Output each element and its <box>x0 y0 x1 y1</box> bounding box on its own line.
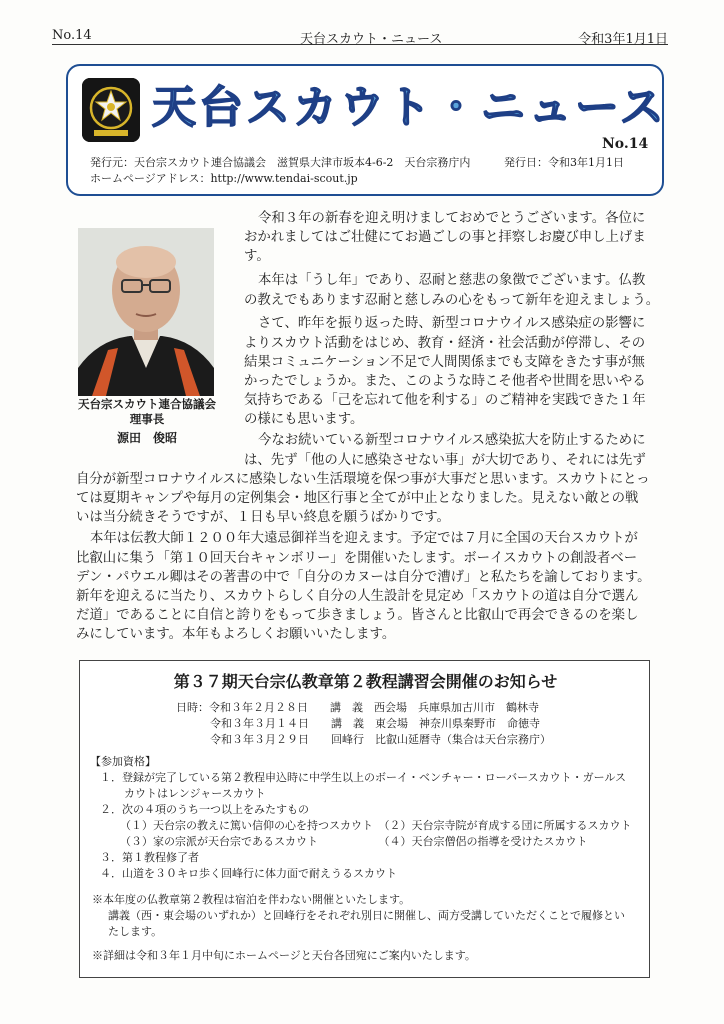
qualification-item: ２．次の４項のうち一つ以上をみたすもの <box>100 803 309 816</box>
article-line: 本年は「うし年」であり、忍耐と慈悲の象徴でございます。仏教 <box>258 273 646 288</box>
note-line: 講義（西・東会場のいずれか）と回峰行をそれぞれ別日に開催し、両方受講していただくことで履修とい <box>108 909 625 922</box>
homepage-address: ホームページアドレス：http://www.tendai-scout.jp <box>90 172 358 185</box>
article-line: 令和３年の新春を迎え明けましておめでとうございます。各位に <box>258 211 646 226</box>
notice-title: 第３７期天台宗仏教章第２教程講習会開催のお知らせ <box>173 672 558 691</box>
article-line: 比叡山に集う「第１０回天台キャンボリー」を開催いたします。ボーイスカウトの創設者ベー <box>76 551 638 566</box>
article-line: 結果コミュニケーション不足で人間関係までも支障をきたす事が無 <box>244 355 645 370</box>
article-line: さて、昨年を振り返った時、新型コロナウイルス感染症の影響に <box>258 316 646 331</box>
caption-role: 理事長 <box>129 412 165 426</box>
article-line: デン・パウエル卿はその著書の中で「自分のカヌーは自分で漕げ」と私たちを諭しております。 <box>76 570 651 585</box>
chairman-photo <box>78 228 214 396</box>
article-line: 気持ちである「己を忘れて他を利する」のご精神を実践できた１年 <box>244 393 646 408</box>
article-line: す。 <box>244 249 270 264</box>
qualification-heading: 【参加資格】 <box>90 755 156 768</box>
article-line: ては夏期キャンプや毎月の定例集会・地区行事と全てが中止となりました。見えない敵との戦 <box>76 491 639 506</box>
notice-box <box>79 660 650 978</box>
article-line: いは当分続きそうですが、１日も早い終息を願うばかりです。 <box>76 510 450 525</box>
masthead <box>66 64 667 196</box>
running-date: 令和3年1月1日 <box>578 32 668 47</box>
qualification-item: カウトはレンジャースカウト <box>124 787 266 800</box>
qualification-item: １．登録が完了している第２教程申込時に中学生以上のボーイ・ベンチャー・ローバースカウト・ガールス <box>100 771 627 784</box>
publication-date: 発行日：令和3年1月1日 <box>504 156 624 169</box>
note-line: ※本年度の仏教章第２教程は宿泊を伴わない開催といたします。 <box>92 893 411 906</box>
article-line: の教えでもあります忍耐と慈しみの心をもって新年を迎えましょう。 <box>244 293 660 308</box>
qualification-item: ３．第１教程修了者 <box>100 851 199 864</box>
note-line: ※詳細は令和３年１月中旬にホームページと天台各団宛にご案内いたします。 <box>92 949 476 962</box>
article-line: かったでしょうか。また、このような時こそ他者や世間を思いやる <box>244 374 646 389</box>
publisher-info: 発行元：天台宗スカウト連合協議会 滋賀県大津市坂本4-6-2 天台宗務庁内 <box>90 156 471 169</box>
header-rule <box>52 44 668 45</box>
article-line: みにしています。本年もよろしくお願いいたします。 <box>76 627 396 642</box>
schedule-line: 令和３年３月１４日 講 義 東会場 神奈川県秦野市 命徳寺 <box>210 717 540 730</box>
caption-organization: 天台宗スカウト連合協議会 <box>78 397 216 411</box>
article-line: 自分が新型コロナウイルスに感染しない生活環境を保つ事が大事だと思います。スカウトにとっ <box>76 472 650 487</box>
running-issue-no: No.14 <box>52 28 92 43</box>
qualification-item: ４．山道を３０キロ歩く回峰行に体力面で耐えうるスカウト <box>100 867 397 880</box>
masthead-issue-no: No.14 <box>602 136 649 152</box>
article-line: の様にも思います。 <box>244 412 364 427</box>
schedule-line: 日時：令和３年２月２８日 講 義 西会場 兵庫県加古川市 鶴林寺 <box>176 701 539 714</box>
qualification-item: （１）天台宗の教えに篤い信仰の心を持つスカウト （２）天台宗寺院が育成する団に所属するスカウト <box>120 819 632 832</box>
note-line: たします。 <box>108 925 163 938</box>
scout-emblem-icon <box>82 78 140 142</box>
article-line: 新年を迎えるに当たり、スカウトらしく自分の人生設計を見定め「スカウトの道は自分で選ん <box>76 589 639 604</box>
qualification-item: （３）家の宗派が天台宗であるスカウト （４）天台宗僧侶の指導を受けたスカウト <box>120 835 588 848</box>
article-line: だ道」であることに自信と誇りをもって歩きましょう。皆さんと比叡山で再会できるのを楽し <box>76 608 639 623</box>
article-line: 今なお続いている新型コロナウイルス感染拡大を防止するために <box>258 433 646 448</box>
article-line: は、先ず「他の人に感染させない事」が大切であり、それには先ず <box>244 453 646 468</box>
caption-name: 源田 俊昭 <box>116 431 177 445</box>
running-header <box>52 18 668 48</box>
article-line: よりスカウト活動をはじめ、教育・経済・社会活動が停滞し、その <box>244 336 646 351</box>
running-title: 天台スカウト・ニュース <box>300 32 443 47</box>
schedule-line: 令和３年３月２９日 回峰行 比叡山延暦寺（集合は天台宗務庁） <box>210 733 551 746</box>
article-line: 本年は伝教大師１２００年大遠忌御祥当を迎えます。予定では７月に全国の天台スカウトが <box>90 531 638 546</box>
article-line: おかれましてはご壮健にてお過ごしの事と拝察しお慶び申し上げま <box>244 230 646 245</box>
masthead-title: 天台スカウト・ニュース <box>152 82 667 133</box>
